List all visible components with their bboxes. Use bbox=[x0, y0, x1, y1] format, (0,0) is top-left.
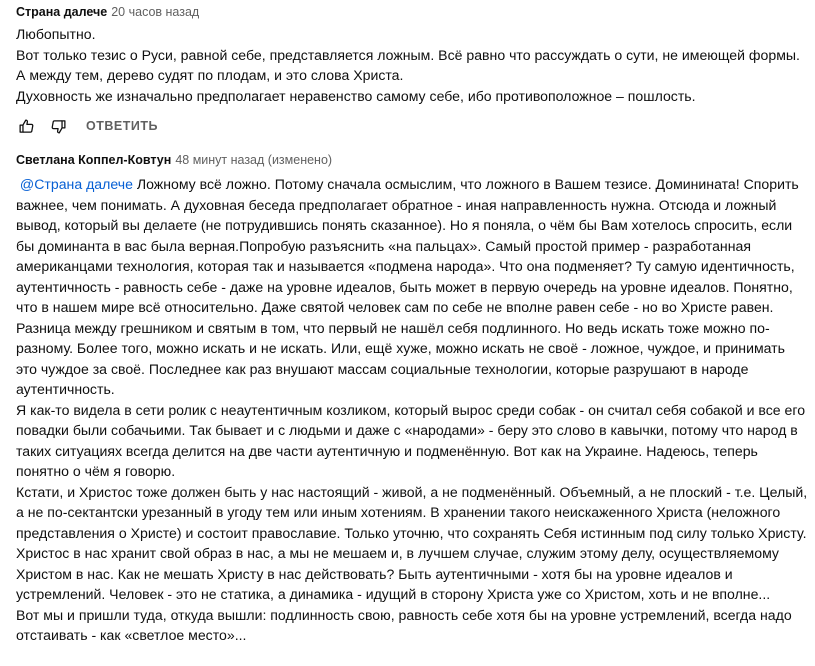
comment-text bbox=[16, 174, 809, 646]
comment-paragraph-text: Ложному всё ложно. Потому сначала осмыслим, что ложного в Вашем тезисе. Доминината! Спорить важнее, чем понимать. А духовная беседа предполагает обратное - иная направленность нужна. Отсюда и ложный вывод, который вы делаете (не потрудившись понять сказанное). Но я поняла, о чём бы Вам хотелось спросить, если бы доминанта в вас была верная.Попробую разъяснить «на пальцах». Самый простой пример - разработанная американцами технология, которая так и называется «подмена народа». Что она подменяет? Ту самую идентичность, аутентичность - равность себе - даже на уровне идеалов, быть может в первую очередь на уровне идеалов. Понятно, что в нашем мире всё относительно. Даже святой человек сам по себе не вполне равен себе - но во Христе равен. Разница между грешником и святым в том, что первый не нашёл себя подлинного. Но ведь искать тоже можно по-разному. Более того, можно искать и не искать. Или, ещё хуже, можно искать не своё - ложное, чуждое, и принимать это чуждое за своё. Последнее как раз внушают массам социальные технологии, которые разрушают в народе аутентичность. bbox=[16, 176, 799, 397]
like-icon[interactable] bbox=[16, 116, 36, 136]
comment-2 bbox=[16, 152, 809, 646]
comment-1 bbox=[16, 4, 809, 106]
mention-link[interactable]: @Страна далече bbox=[19, 176, 133, 192]
comment-line: Духовность же изначально предполагает неравенство самому себе, ибо противоположное – пошлость. bbox=[16, 87, 696, 104]
comment-author[interactable]: Страна далече bbox=[16, 5, 108, 19]
dislike-icon[interactable] bbox=[48, 116, 68, 136]
comment-text bbox=[16, 24, 809, 106]
comment-timestamp[interactable]: 20 часов назад bbox=[111, 5, 200, 19]
comment-paragraph: Кстати, и Христос тоже должен быть у нас настоящий - живой, а не подменённый. Объемный, а не плоский - т.е. Целый, а не по-сектантски урезанный в угоду тем или иным хотениям. В хранении такого неискаженного Христа (неложного представления о Христе) и состоит православие. Только уточню, что сохранять Себя истинным под силу только Христу. Христос в нас хранит свой образ в нас, а мы не мешаем и, в лучшем случае, служим этому делу, осуществляемому Христом в нас. Как не мешать Христу в нас действовать? Быть аутентичными - хотя бы на уровне идеалов и устремлений. Человек - это не статика, а динамика - идущий в сторону Христа уже со Христом, хоть и не вполне... bbox=[16, 483, 808, 602]
comment-paragraph bbox=[16, 174, 809, 400]
comment-paragraph: Я как-то видела в сети ролик с неаутентичным козликом, который вырос среди собак - он считал себя собакой и все его повадки были собачьими. Так бывает и с людьми и даже с «народами» - беру это слово в кавычки, потому что народ в таких ситуациях всегда делится на две части аутентичную и подменённую. Вот как на Украине. Надеюсь, теперь понятно о чём я говорю. bbox=[16, 401, 806, 479]
comment-actions bbox=[16, 114, 158, 138]
comment-line: Вот только тезис о Руси, равной себе, представляется ложным. Всё равно что рассуждать о сути, не имеющей формы. А между тем, дерево судят по плодам, и это слова Христа. bbox=[16, 46, 800, 83]
comment-header bbox=[16, 4, 809, 20]
comment-paragraph: Вот мы и пришли туда, откуда вышли: подлинность свою, равность себе хотя бы на уровне устремлений, всегда надо отстаивать - как «светлое место»... bbox=[16, 606, 792, 643]
reply-button[interactable]: ОТВЕТИТЬ bbox=[86, 119, 158, 133]
comment-author[interactable]: Светлана Коппел-Ковтун bbox=[16, 153, 172, 167]
comment-line: Любопытно. bbox=[16, 26, 96, 42]
comment-timestamp[interactable]: 48 минут назад (изменено) bbox=[175, 153, 333, 167]
comment-header bbox=[16, 152, 809, 168]
